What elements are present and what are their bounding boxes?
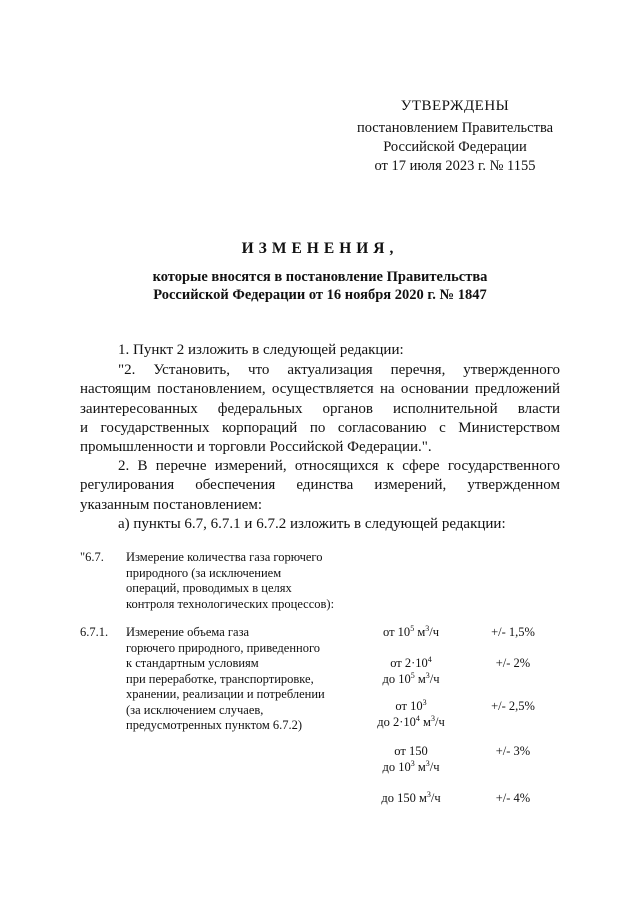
text-line: "2. Установить, что актуализация перечня, утвержденного xyxy=(118,362,560,378)
range-text: до 10 xyxy=(382,759,411,774)
exponent: 3 xyxy=(422,698,427,707)
range-unit: /ч xyxy=(429,759,440,774)
document-title: ИЗМЕНЕНИЯ, xyxy=(241,240,399,257)
approval-line: Российской Федерации xyxy=(383,139,527,155)
desc-line: операций, проводимых в целях xyxy=(126,581,292,595)
document-subtitle xyxy=(60,268,580,304)
approval-block xyxy=(340,97,570,176)
text-line: регулирования обеспечения единства измерений, утвержденном xyxy=(80,477,560,494)
text-line: промышленности и торговли Российской Федерации.". xyxy=(80,439,432,456)
range-unit: /ч xyxy=(429,671,440,686)
approval-line: постановлением Правительства xyxy=(356,120,554,136)
range-text: до 150 м xyxy=(381,791,427,805)
exponent: 5 xyxy=(410,670,415,680)
desc-line: (за исключением случаев, xyxy=(126,702,264,717)
desc-line: горючего природного, приведенного xyxy=(126,640,321,655)
accuracy-value: +/- 2% xyxy=(495,656,531,670)
exponent: 3 xyxy=(425,670,430,680)
range-unit: м xyxy=(414,625,426,639)
exponent: 5 xyxy=(410,624,415,633)
desc-line: к стандартным условиям xyxy=(126,656,259,670)
text-line: настоящим постановлением, осуществляется на основании предложений xyxy=(80,381,560,398)
exponent: 3 xyxy=(425,758,430,768)
range-text: до 2·10 xyxy=(377,714,416,729)
range-text: от 150 xyxy=(394,744,428,758)
paragraph-2 xyxy=(80,361,560,457)
text-line: 2. В перечне измерений, относящихся к сфере государственного xyxy=(118,458,560,474)
exponent: 3 xyxy=(425,624,430,633)
approval-title: УТВЕРЖДЕНЫ xyxy=(400,98,510,114)
exponent: 4 xyxy=(415,713,420,723)
range-text: от 2·10 xyxy=(390,656,428,670)
accuracy-value: +/- 3% xyxy=(495,744,531,758)
subtitle-line: которые вносятся в постановление Правительства xyxy=(152,269,488,285)
approval-line: от 17 июля 2023 г. № 1155 xyxy=(374,158,536,174)
range-text: от 10 xyxy=(395,699,423,713)
range-unit: /ч xyxy=(430,791,441,805)
accuracy-value: +/- 2,5% xyxy=(491,699,535,713)
desc-line: хранении, реализации и потреблении xyxy=(126,687,325,701)
desc-line: предусмотренных пунктом 6.7.2) xyxy=(126,718,303,732)
accuracy-value: +/- 1,5% xyxy=(491,625,535,639)
text-line: заинтересованных федеральных органов исполнительной власти xyxy=(80,400,560,417)
exponent: 3 xyxy=(410,758,415,768)
accuracy-value: +/- 4% xyxy=(495,791,531,805)
range-text: от 10 xyxy=(383,625,411,639)
measurement-range xyxy=(356,656,466,687)
desc-line: контроля технологических процессов): xyxy=(126,596,335,611)
exponent: 4 xyxy=(427,655,432,664)
desc-line: Измерение объема газа xyxy=(126,625,250,639)
item-number: "6.7. xyxy=(80,550,104,564)
item-description xyxy=(126,550,361,612)
desc-line: природного (за исключением xyxy=(126,565,282,580)
measurement-range xyxy=(356,625,466,641)
subtitle-line: Российской Федерации от 16 ноября 2020 г. № 1847 xyxy=(153,287,487,303)
text-line: и государственных корпораций по согласованию с Министерством xyxy=(80,419,560,436)
range-unit: /ч xyxy=(434,714,445,729)
desc-line: Измерение количества газа горючего xyxy=(126,550,323,564)
measurement-range xyxy=(356,744,466,775)
range-unit: м xyxy=(414,759,426,774)
measurement-range xyxy=(356,791,466,807)
paragraph-1: 1. Пункт 2 изложить в следующей редакции: xyxy=(118,342,404,358)
exponent: 3 xyxy=(426,790,431,799)
paragraph-4: а) пункты 6.7, 6.7.1 и 6.7.2 изложить в следующей редакции: xyxy=(118,516,506,532)
range-unit: /ч xyxy=(429,625,439,639)
range-unit: м xyxy=(414,671,426,686)
paragraph-3 xyxy=(80,457,560,515)
item-description xyxy=(126,625,361,734)
item-number: 6.7.1. xyxy=(80,625,109,639)
exponent: 3 xyxy=(430,713,435,723)
range-text: до 10 xyxy=(382,671,411,686)
range-unit: м xyxy=(419,714,431,729)
measurement-range xyxy=(356,699,466,730)
text-line: указанным постановлением: xyxy=(80,496,263,513)
desc-line: при переработке, транспортировке, xyxy=(126,671,314,686)
